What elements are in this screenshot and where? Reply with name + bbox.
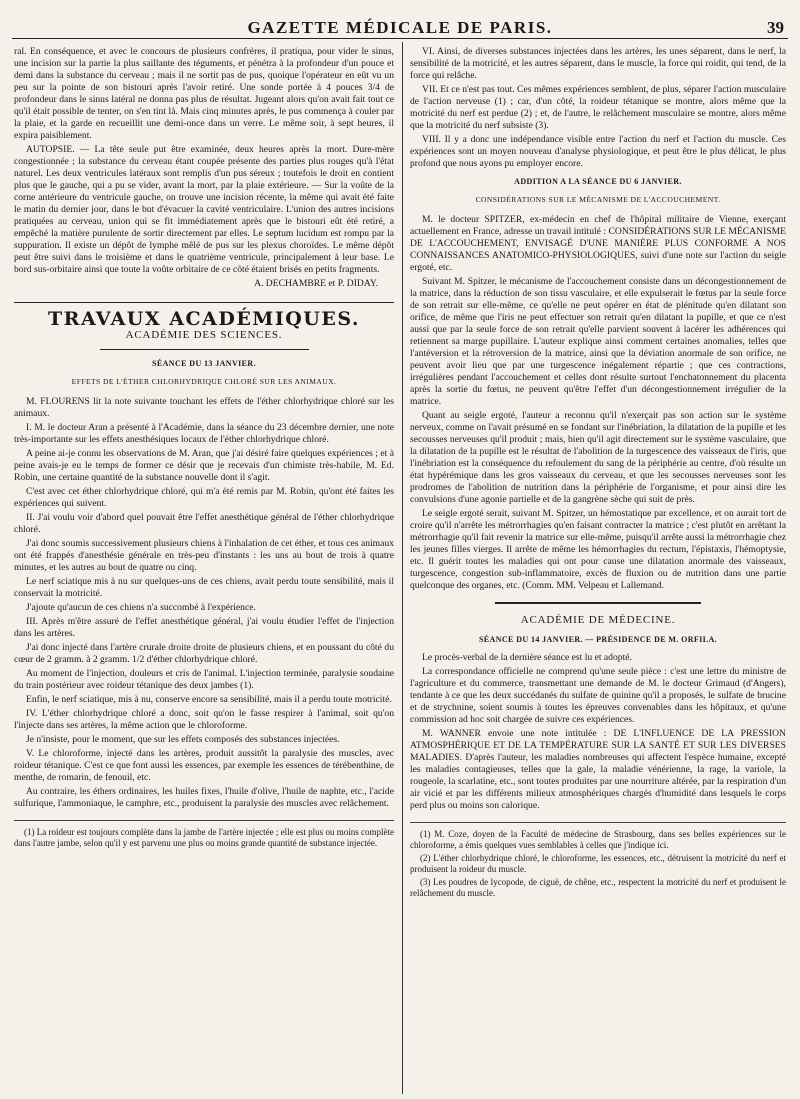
footnotes-right [410, 822, 786, 899]
article-paragraph: III. Après m'être assuré de l'effet anesthétique général, j'ai voulu étudier l'effet de l'injection dans les artères. [14, 616, 394, 639]
article-paragraph: II. J'ai voulu voir d'abord quel pouvait être l'effet anesthétique général de l'éther chlorhydrique chloré. [14, 512, 394, 535]
article-paragraph: J'ajoute qu'aucun de ces chiens n'a succombé à l'expérience. [26, 602, 256, 613]
article-paragraph: VIII. Il y a donc une indépendance visible entre l'action du nerf et l'action du muscle. Ces expériences sont un moyen nouveau d'analyse physiologique, et peut être le plus délicat, le plus profond que nous ayons pu employer encore. [410, 134, 786, 169]
article-paragraph: M. FLOURENS lit la note suivante touchant les effets de l'éther chlorhydrique chloré sur les animaux. [14, 396, 394, 419]
footnote: (3) Les poudres de lycopode, de ciguë, de chêne, etc., respectent la motricité du nerf et produisent le relâchement du muscle. [410, 876, 786, 898]
article-paragraph: M. le docteur SPITZER, ex-médecin en chef de l'hôpital militaire de Vienne, exerçant actuellement en France, adresse un travail intitulé : CONSIDÉRATIONS SUR LE MÉCANISME DE L'ACCOUCHEMENT, ENVISAGÉ D'UNE MANIÈRE PLUS CONFORME A NOS CONNAISSANCES ANATOMICO-PHYSIOLOGIQUES, suivi d'une note sur l'action du seigle ergoté, etc. [410, 214, 786, 273]
article-paragraph: Enfin, le nerf sciatique, mis à nu, conserve encore sa sensibilité, mais il a perdu toute motricité. [26, 694, 392, 705]
page-number: 39 [767, 18, 784, 37]
section-rule [495, 602, 702, 604]
footnotes-left [14, 820, 394, 849]
article-paragraph: Le procès-verbal de la dernière séance est lu et adopté. [422, 651, 632, 663]
short-rule [100, 349, 309, 350]
article-paragraph: A peine ai-je connu les observations de M. Aran, que j'ai désiré faire quelques expériences ; et à peine avais-je eu le temps de former ce désir que je recevais d'un chimiste très-habile, M. Ed. Robin, une certaine quantité de la substance nouvelle dont il s'agit. [14, 448, 394, 483]
considerations-heading: CONSIDÉRATIONS SUR LE MÉCANISME DE L'ACCOUCHEMENT. [475, 195, 721, 204]
article-paragraph: IV. L'éther chlorhydrique chloré a donc, soit qu'on le fasse respirer à l'animal, soit qu'on l'injecte dans ses artères, la même action que le chloroforme. [14, 708, 394, 731]
autopsy-paragraph: AUTOPSIE. — La tête seule put être examinée, deux heures après la mort. Dure-mère congestionnée ; la substance du cerveau étant coupée présente des parties plus rouges qu'à l'état naturel. Les deux ventricules latéraux sont remplis d'un pus séreux ; toutefois le droit en contient plus que le gauche, qui a pu se vider, avant la mort, par la plaie extérieure. — Sur la voûte de la corne antérieure du ventricule gauche, on trouve une incision récente, la même qui avait été faite le matin du dernier jour, dans le but d'évacuer la cavité ventriculaire. L'union des autres incisions pratiquées au cerveau, union qui se fit immédiatement après que le bistouri eût été retiré, a empêché la matière purulente de sortir directement par elles. Le septum lucidum est rompu par la suppuration. Il existe un dépôt de lymphe mêlé de pus sur les plexus choroïdes. Le même dépôt peut être suivi dans le troisième et dans le quatrième ventricule, principalement à leur base. Le bord sus-orbitaire ainsi que toute la voûte orbitaire de ce côté étaient brisés en petits fragments. [14, 144, 394, 275]
journal-title: GAZETTE MÉDICALE DE PARIS. [247, 18, 553, 37]
footnote: (1) M. Coze, doyen de la Faculté de médecine de Strasbourg, dans ses belles expériences sur le chloroforme, a émis quelques vues semblables à celles que j'indique ici. [410, 828, 786, 850]
academy-heading-2: ACADÉMIE DE MÉDECINE. [520, 613, 676, 626]
article-paragraph: Quant au seigle ergoté, l'auteur a reconnu qu'il n'exerçait pas son action sur le système nerveux, comme on l'avait présumé en se fondant sur l'inébriation, la dilatation de la pupille et les secousses nerveuses qu'il produit ; mais, bien qu'il agit directement sur le système vasculaire, que la dilatation de la pupille est le résultat de l'abolition de la turgescence des vaisseaux de l'iris, que l'inébriation est la conséquence du refoulement du sang de la périphérie au centre, d'où résulte un état hypérémique dans les gros vaisseaux du cerveau, et que les secousses nerveuses sont les prodromes de l'abolition de nutrition dans la périphérie de l'organisme, et pour ainsi dire les convulsions d'une agonie partielle et de la gangrène sèche qui suit de près. [410, 410, 786, 505]
topic-heading: EFFETS DE L'ÉTHER CHLORHYDRIQUE CHLORÉ SUR LES ANIMAUX. [71, 377, 337, 386]
article-paragraph: Au moment de l'injection, douleurs et cris de l'animal. L'injection terminée, paralysie soudaine du train postérieur avec roideur tétanique des deux jambes (1). [14, 668, 394, 691]
article-paragraph: La correspondance officielle ne comprend qu'une seule pièce : c'est une lettre du ministre de l'agriculture et du commerce, transmettant une demande de M. le docteur Grimaud (d'Angers), tendante à ce que les deux succédanés du sulfate de quinine qu'il a proposés, le sulfate de brucine et de strychnine, soient soumis à toutes les épreuves convenables dans les hôpitaux, et qu'une commission ad hoc soit chargée de suivre ces expériences. [410, 665, 786, 725]
right-column [410, 46, 786, 1092]
article-paragraph: Le seigle ergoté serait, suivant M. Spitzer, un hémostatique par excellence, et on aurait tort de croire qu'il n'arrête les métrorrhagies qu'en faisant contracter la matrice ; c'est plutôt en arrêtant la métrorrhagie qu'il fait revenir la matrice sur elle-même, puisqu'il arrête aussi la métrorrhagie chez les jeunes filles vierges. Il arrête de même les hémorrhagies du rectum, l'épistaxis, l'hémoptysie, etc. Il guérit toutes les maladies qui ont pour cause une dilatation anormale des vaisseaux, turgescence, congestion sub-inflammatoire, excès de fluxion ou de nutrition dans une partie quelconque des organes, etc. (Comm. MM. Velpeau et Lallemand. [410, 508, 786, 591]
article-paragraph: C'est avec cet éther chlorhydrique chloré, qui m'a été remis par M. Robin, qu'ont été faites les expériences qui suivent. [14, 486, 394, 509]
newspaper-page [12, 8, 788, 1094]
article-paragraph: J'ai donc injecté dans l'artère crurale droite droite de plusieurs chiens, et en poussant du côté du cœur de 2 gramm. à 2 gramm. 1/2 d'éther chlorhydrique chloré. [14, 642, 394, 665]
article-paragraph: Je n'insiste, pour le moment, que sur les effets composés des substances injectées. [26, 734, 340, 745]
article-paragraph: I. M. le docteur Aran a présenté à l'Académie, dans la séance du 23 décembre dernier, une note très-importante sur les effets anesthésiques locaux de l'éther chlorhydrique chloré. [14, 422, 394, 445]
article-paragraph: Au contraire, les éthers ordinaires, les huiles fixes, l'huile d'olive, l'huile de naphte, etc., l'acide sulfurique, l'ammoniaque, le camphre, etc., produisent la paralysie des muscles avec relâchement. [14, 786, 394, 809]
article-paragraph: Suivant M. Spitzer, le mécanisme de l'accouchement consiste dans un décongestionnement de la matrice, dans la réduction de son tissu vasculaire, et elle expulserait le fœtus par la seule force de son retrait sur elle-même, ce qu'elle ne peut opérer en état de plénitude qu'en dilatant son orifice, de même que l'iris ne peut effectuer son retrait qu'en dilatant la pupille, et que ce n'est aussi que par la seule force de son retrait qu'elle parvient souvent à lacérer les adhérences qui retiennent sa marge pupillaire. L'auteur explique ainsi comment certaines anomalies, telles que l'antéversion et la rétroversion de la matrice, ainsi que la déviation anormale de son orifice, ne peuvent avoir lieu que par une turgescence inégalement répartie ; que ces contractions, irrégulières pendant l'accouchement et celles dont résulte surtout l'enchatonnement du placenta après la sortie du fœtus, ne peuvent qu'être l'effet d'un décongestionnement irrégulier de la matrice. [410, 276, 786, 407]
page-header [12, 8, 788, 39]
left-column [14, 46, 394, 1092]
footnote: (1) La roideur est toujours complète dans la jambe de l'artère injectée ; elle est plus ou moins complète dans l'autre jambe, selon qu'il y est parvenu une plus ou moins grande quantité de substance injectée. [14, 827, 394, 848]
article-paragraph: V. Le chloroforme, injecté dans les artères, produit aussitôt la paralysie des muscles, avec roideur tétanique. C'est ce que font aussi les essences, par exemple les essences de térébenthine, de menthe, de romarin, de fenouil, etc. [14, 748, 394, 783]
footnote: (2) L'éther chlorhydrique chloré, le chloroforme, les essences, etc., détruisent la motricité du nerf et produisent la roideur du muscle. [410, 852, 786, 874]
section-title: TRAVAUX ACADÉMIQUES. [14, 302, 394, 325]
addition-heading: ADDITION A LA SÉANCE DU 6 JANVIER. [514, 177, 682, 186]
academy-heading: ACADÉMIE DES SCIENCES. [125, 329, 283, 341]
session-heading: SÉANCE DU 13 JANVIER. [152, 359, 256, 368]
article-paragraph: VI. Ainsi, de diverses substances injectées dans les artères, les unes séparent, dans le nerf, la sensibilité de la motricité, et les autres séparent, dans le muscle, la force qui roidit, qui tend, de la force qui relâche. [410, 46, 786, 81]
article-paragraph: VII. Et ce n'est pas tout. Ces mêmes expériences semblent, de plus, séparer l'action musculaire de l'action nerveuse (1) ; car, d'un côté, la roideur tétanique se montre, alors même que la motricité du nerf est perdue (2) ; et, de l'autre, le relâchement musculaire se montre, alors même que la motricité du nerf subsiste (3). [410, 84, 786, 131]
intro-paragraph: ral. En conséquence, et avec le concours de plusieurs confrères, il pratiqua, pour vider le sinus, une incision sur la partie la plus saillante des téguments, et pénétra à la profondeur d'un pouce et demi dans la substance du cerveau ; mais il ne sortit pas de pus, quoique l'opérateur en eût vu un peu sur la pointe de son bistouri après l'avoir retiré. Une sonde portée à 4 pouces 3/4 de profondeur dans le sinus latéral ne donna pas plus de résultat. Jugeant alors qu'on avait fait tout ce qu'il était possible de tenter, on s'en tint là. Mais cinq minutes après, le pus commença à couler par la plaie, et la garde en recueillit une demi-once dans un verre. Le même soir, à sept heures, il expira paisiblement. [14, 46, 394, 141]
article-paragraph: J'ai donc soumis successivement plusieurs chiens à l'inhalation de cet éther, et tous ces animaux ont été frappés d'anesthésie générale en très-peu d'instants : les uns au bout de trois à quatre minutes, et les autres au bout de quatre ou cinq. [14, 538, 394, 573]
column-divider [402, 42, 403, 1094]
session-heading-2: SÉANCE DU 14 JANVIER. — PRÉSIDENCE DE M. ORFILA. [478, 634, 718, 644]
article-paragraph: Le nerf sciatique mis à nu sur quelques-uns de ces chiens, avait perdu toute sensibilité, mais il conservait la motricité. [14, 576, 394, 599]
signature: A. DECHAMBRE et P. DIDAY. [254, 278, 378, 289]
article-paragraph: M. WANNER envoie une note intitulée : DE L'INFLUENCE DE LA PRESSION ATMOSPHÉRIQUE ET DE LA TEMPÉRATURE SUR LA SANTÉ ET SUR LES DIVERSES MALADIES. D'après l'auteur, les maladies nombreuses qui affectent l'espèce humaine, excepté les maladies contagieuses, telles que la gale, la maladie vénérienne, la rage, la variole, la rougeole, la scarlatine, etc., sont toutes produites par une nourriture altérée, par la respiration d'un air vicié et par les différents milieux atmosphériques chargés d'humidité dans lesquels le corps perd plus ou moins son calorique. [410, 727, 786, 811]
